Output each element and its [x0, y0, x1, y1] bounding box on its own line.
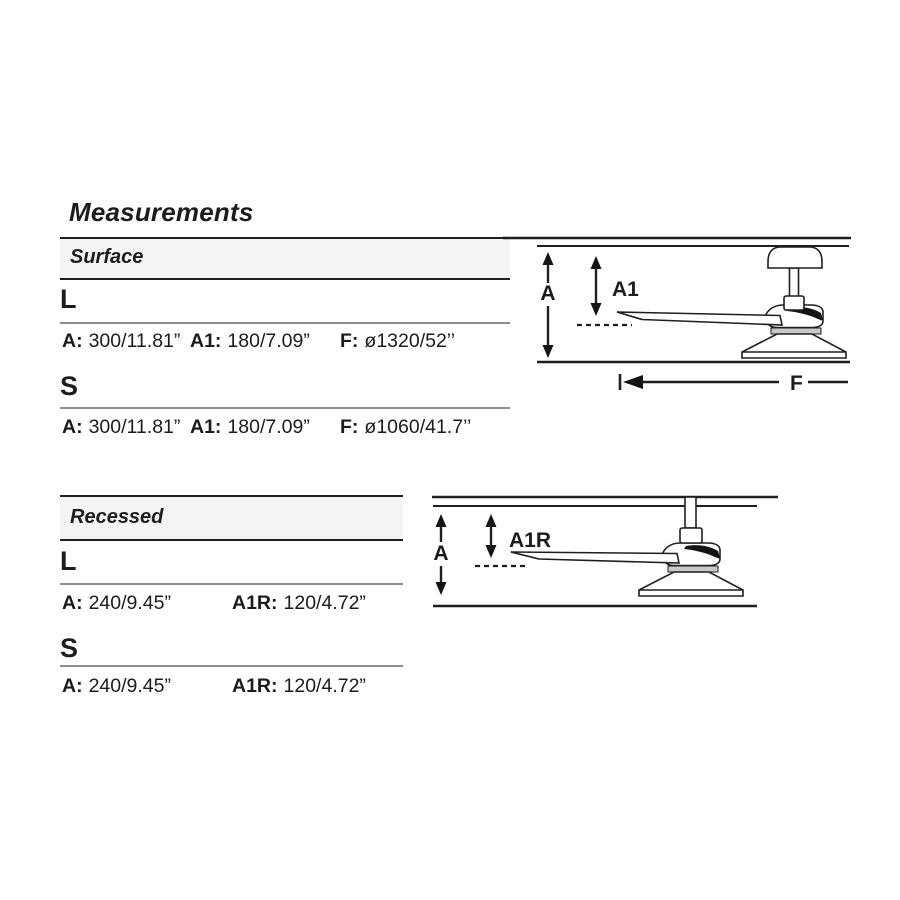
recessed-section-header [60, 497, 403, 539]
measurement-value: ø1320/52’’ [364, 330, 456, 352]
measurement-value: 120/4.72” [283, 675, 366, 697]
measurement-label: A: [62, 675, 83, 697]
recessed-spec-table [60, 495, 403, 710]
dimension-arrow-a [540, 252, 555, 358]
dimension-label-f: F [790, 372, 803, 395]
fan-blade [511, 552, 679, 563]
dimension-label-a1: A1 [612, 278, 639, 301]
measurement [62, 592, 171, 615]
measurement-label: A1R: [232, 675, 278, 697]
fan-rod-coupler [784, 296, 804, 310]
size-heading-s: S [60, 633, 79, 663]
size-heading-l: L [60, 546, 77, 576]
measurement-value: 240/9.45” [88, 675, 171, 697]
measurement-row [60, 675, 403, 699]
divider [60, 322, 510, 324]
dimension-label-a: A [540, 282, 556, 305]
divider [60, 665, 403, 667]
measurement-row [60, 592, 403, 616]
dimension-arrow-a [433, 514, 448, 595]
measurement-label: A1: [190, 330, 222, 352]
measurement [340, 330, 455, 353]
fan-light-cone [639, 572, 743, 596]
dimension-arrow-a1 [591, 256, 640, 316]
surface-mounting-diagram [500, 228, 900, 400]
fan-blade [617, 312, 782, 325]
page-title: Measurements [69, 197, 254, 227]
recessed-mounting-diagram [425, 490, 790, 612]
measurement-row [60, 330, 510, 354]
measurement-value: 180/7.09” [227, 330, 310, 352]
measurement [190, 330, 310, 353]
fan-rod-coupler [680, 528, 702, 543]
fan-canopy [768, 247, 822, 268]
divider [60, 407, 510, 409]
measurement-label: A1: [190, 416, 222, 438]
measurement-row [60, 416, 510, 440]
ceiling-fan-drawing [617, 247, 846, 358]
dimension-label-a1r: A1R [509, 529, 552, 552]
measurement [62, 675, 171, 698]
size-heading-s: S [60, 371, 79, 401]
divider [60, 539, 403, 541]
measurement-value: 300/11.81” [88, 330, 181, 352]
measurement [190, 416, 310, 439]
fan-light-cone [742, 334, 846, 358]
divider [60, 583, 403, 585]
divider [60, 278, 510, 280]
fan-downrod [685, 497, 696, 528]
surface-section-header [60, 239, 510, 278]
measurement-label: A: [62, 416, 83, 438]
measurement-label: A: [62, 592, 83, 614]
measurement-label: A1R: [232, 592, 278, 614]
surface-header-label: Surface [70, 246, 144, 268]
measurement-label: A: [62, 330, 83, 352]
measurement [232, 675, 366, 698]
dimension-line-f [620, 372, 848, 395]
measurement [62, 330, 180, 353]
fan-trim-band [668, 566, 718, 572]
measurement-label: F: [340, 416, 359, 438]
measurement-value: 240/9.45” [88, 592, 171, 614]
fan-trim-band [771, 328, 821, 334]
measurement [340, 416, 471, 439]
measurement-label: F: [340, 330, 359, 352]
measurement [62, 416, 180, 439]
measurement [232, 592, 366, 615]
fan-downrod [790, 268, 799, 297]
dimension-label-a: A [433, 542, 449, 565]
size-heading-l: L [60, 284, 77, 314]
recessed-header-label: Recessed [70, 506, 164, 528]
measurement-value: 180/7.09” [227, 416, 310, 438]
surface-spec-table [60, 237, 510, 447]
measurement-value: 300/11.81” [88, 416, 181, 438]
measurement-value: 120/4.72” [283, 592, 366, 614]
measurement-value: ø1060/41.7’’ [364, 416, 472, 438]
